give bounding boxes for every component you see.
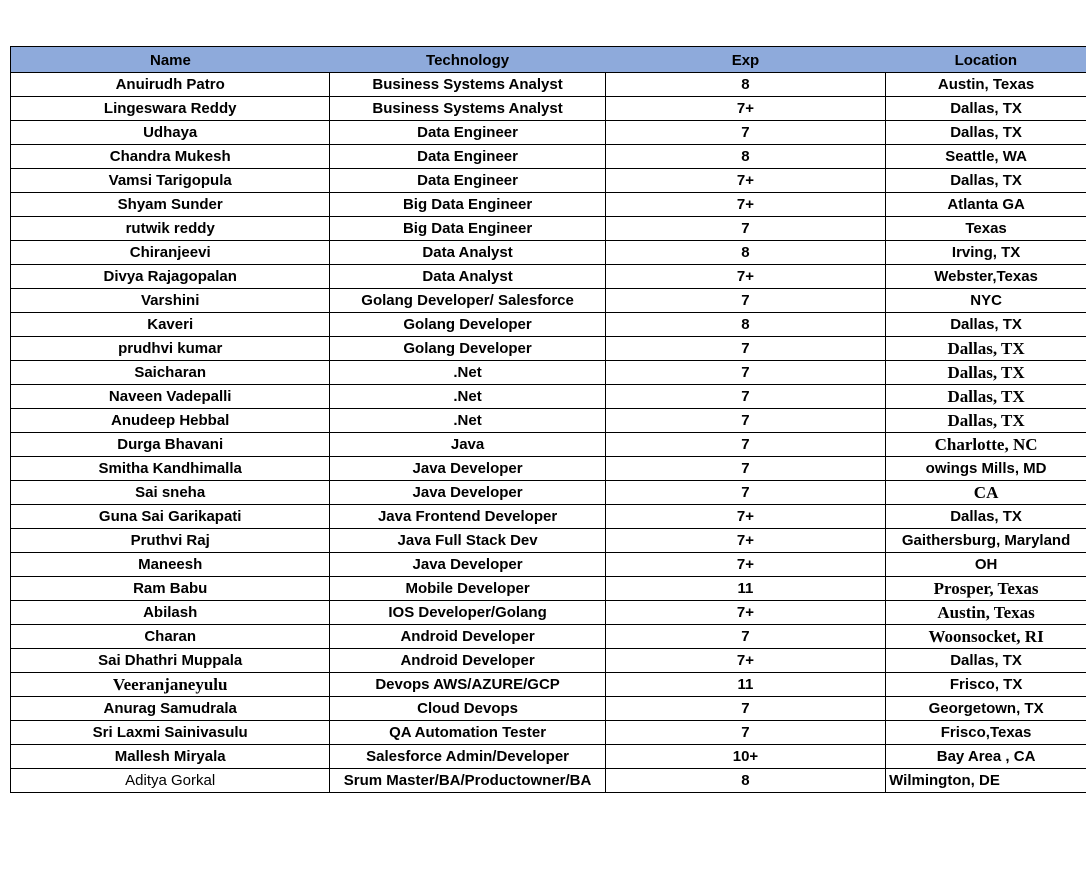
cell-name: Anurag Samudrala <box>11 697 330 721</box>
table-row <box>11 553 1086 577</box>
table-row <box>11 697 1086 721</box>
cell-technology: Data Engineer <box>330 145 605 169</box>
cell-name: Divya Rajagopalan <box>11 265 330 289</box>
cell-exp: 7 <box>605 361 885 385</box>
cell-technology: Business Systems Analyst <box>330 73 605 97</box>
cell-name: Sri Laxmi Sainivasulu <box>11 721 330 745</box>
table-row <box>11 289 1086 313</box>
cell-exp: 7 <box>605 433 885 457</box>
cell-exp: 7 <box>605 121 885 145</box>
cell-technology: Data Analyst <box>330 265 605 289</box>
table-row <box>11 121 1086 145</box>
cell-location: Gaithersburg, Maryland <box>886 529 1086 553</box>
cell-exp: 7 <box>605 337 885 361</box>
table-row <box>11 505 1086 529</box>
header-row <box>11 47 1086 73</box>
cell-technology: Data Analyst <box>330 241 605 265</box>
table-row <box>11 457 1086 481</box>
cell-location: Wilmington, DE <box>886 769 1086 793</box>
cell-name: Abilash <box>11 601 330 625</box>
cell-technology: Cloud Devops <box>330 697 605 721</box>
cell-name: Vamsi Tarigopula <box>11 169 330 193</box>
cell-exp: 7 <box>605 409 885 433</box>
cell-location: Dallas, TX <box>886 121 1086 145</box>
table-row <box>11 721 1086 745</box>
table-row <box>11 241 1086 265</box>
cell-technology: Devops AWS/AZURE/GCP <box>330 673 605 697</box>
cell-exp: 8 <box>605 73 885 97</box>
table-row <box>11 673 1086 697</box>
cell-exp: 7 <box>605 385 885 409</box>
cell-location: Frisco, TX <box>886 673 1086 697</box>
cell-technology: Data Engineer <box>330 169 605 193</box>
table-row <box>11 97 1086 121</box>
cell-technology: Java Developer <box>330 481 605 505</box>
table-row <box>11 169 1086 193</box>
cell-location: Dallas, TX <box>886 649 1086 673</box>
cell-name: Charan <box>11 625 330 649</box>
cell-technology: Java Developer <box>330 457 605 481</box>
cell-location: Charlotte, NC <box>886 433 1086 457</box>
cell-exp: 8 <box>605 241 885 265</box>
table-row <box>11 625 1086 649</box>
cell-name: Varshini <box>11 289 330 313</box>
cell-exp: 7 <box>605 217 885 241</box>
cell-exp: 7 <box>605 481 885 505</box>
cell-name: Smitha Kandhimalla <box>11 457 330 481</box>
cell-technology: .Net <box>330 409 605 433</box>
cell-location: Dallas, TX <box>886 97 1086 121</box>
cell-name: Kaveri <box>11 313 330 337</box>
cell-name: Veeranjaneyulu <box>11 673 330 697</box>
candidate-table <box>10 46 1086 793</box>
table-row <box>11 529 1086 553</box>
cell-name: Guna Sai Garikapati <box>11 505 330 529</box>
cell-location: Bay Area , CA <box>886 745 1086 769</box>
table-row <box>11 145 1086 169</box>
cell-location: Webster,Texas <box>886 265 1086 289</box>
cell-name: rutwik reddy <box>11 217 330 241</box>
cell-technology: Srum Master/BA/Productowner/BA <box>330 769 605 793</box>
cell-name: Saicharan <box>11 361 330 385</box>
cell-exp: 11 <box>605 577 885 601</box>
table-row <box>11 481 1086 505</box>
cell-location: OH <box>886 553 1086 577</box>
cell-exp: 7 <box>605 457 885 481</box>
cell-exp: 8 <box>605 769 885 793</box>
cell-name: Chiranjeevi <box>11 241 330 265</box>
table-row <box>11 193 1086 217</box>
table-row <box>11 385 1086 409</box>
cell-exp: 8 <box>605 145 885 169</box>
cell-exp: 7+ <box>605 193 885 217</box>
header-name: Name <box>11 47 330 73</box>
cell-exp: 7 <box>605 721 885 745</box>
cell-location: Frisco,Texas <box>886 721 1086 745</box>
cell-name: Durga Bhavani <box>11 433 330 457</box>
header-location: Location <box>886 47 1086 73</box>
cell-location: Irving, TX <box>886 241 1086 265</box>
cell-name: Udhaya <box>11 121 330 145</box>
cell-location: Austin, Texas <box>886 601 1086 625</box>
cell-location: Dallas, TX <box>886 313 1086 337</box>
cell-name: Pruthvi Raj <box>11 529 330 553</box>
cell-name: prudhvi kumar <box>11 337 330 361</box>
cell-name: Sai Dhathri Muppala <box>11 649 330 673</box>
cell-technology: .Net <box>330 385 605 409</box>
cell-name: Lingeswara Reddy <box>11 97 330 121</box>
cell-exp: 7+ <box>605 505 885 529</box>
cell-exp: 7 <box>605 625 885 649</box>
cell-name: Sai sneha <box>11 481 330 505</box>
cell-exp: 7 <box>605 697 885 721</box>
table-row <box>11 313 1086 337</box>
cell-exp: 7+ <box>605 553 885 577</box>
cell-technology: .Net <box>330 361 605 385</box>
cell-technology: Golang Developer <box>330 313 605 337</box>
cell-technology: Java Frontend Developer <box>330 505 605 529</box>
table-row <box>11 265 1086 289</box>
cell-technology: Android Developer <box>330 649 605 673</box>
cell-name: Aditya Gorkal <box>11 769 330 793</box>
cell-exp: 7+ <box>605 649 885 673</box>
cell-name: Maneesh <box>11 553 330 577</box>
cell-location: Dallas, TX <box>886 409 1086 433</box>
cell-exp: 10+ <box>605 745 885 769</box>
cell-location: Austin, Texas <box>886 73 1086 97</box>
cell-exp: 8 <box>605 313 885 337</box>
cell-exp: 7+ <box>605 97 885 121</box>
cell-technology: Mobile Developer <box>330 577 605 601</box>
table-row <box>11 217 1086 241</box>
cell-location: Seattle, WA <box>886 145 1086 169</box>
cell-technology: Business Systems Analyst <box>330 97 605 121</box>
table-row <box>11 745 1086 769</box>
cell-location: owings Mills, MD <box>886 457 1086 481</box>
cell-name: Anudeep Hebbal <box>11 409 330 433</box>
cell-exp: 7+ <box>605 529 885 553</box>
cell-location: Atlanta GA <box>886 193 1086 217</box>
cell-location: Prosper, Texas <box>886 577 1086 601</box>
cell-exp: 7+ <box>605 265 885 289</box>
cell-location: Dallas, TX <box>886 169 1086 193</box>
table-row <box>11 361 1086 385</box>
table-row <box>11 769 1086 793</box>
cell-technology: Java <box>330 433 605 457</box>
table-row <box>11 433 1086 457</box>
cell-exp: 7+ <box>605 601 885 625</box>
table-row <box>11 73 1086 97</box>
cell-name: Anuirudh Patro <box>11 73 330 97</box>
cell-location: NYC <box>886 289 1086 313</box>
table-row <box>11 409 1086 433</box>
table-row <box>11 577 1086 601</box>
cell-exp: 11 <box>605 673 885 697</box>
cell-technology: Golang Developer/ Salesforce <box>330 289 605 313</box>
cell-technology: Golang Developer <box>330 337 605 361</box>
header-technology: Technology <box>330 47 605 73</box>
cell-location: CA <box>886 481 1086 505</box>
cell-technology: Salesforce Admin/Developer <box>330 745 605 769</box>
cell-location: Georgetown, TX <box>886 697 1086 721</box>
cell-name: Mallesh Miryala <box>11 745 330 769</box>
cell-name: Naveen Vadepalli <box>11 385 330 409</box>
cell-name: Ram Babu <box>11 577 330 601</box>
cell-technology: Big Data Engineer <box>330 217 605 241</box>
table-row <box>11 601 1086 625</box>
cell-location: Dallas, TX <box>886 505 1086 529</box>
cell-exp: 7+ <box>605 169 885 193</box>
cell-location: Dallas, TX <box>886 385 1086 409</box>
cell-location: Woonsocket, RI <box>886 625 1086 649</box>
cell-location: Texas <box>886 217 1086 241</box>
cell-name: Chandra Mukesh <box>11 145 330 169</box>
table-row <box>11 337 1086 361</box>
table-row <box>11 649 1086 673</box>
cell-technology: Data Engineer <box>330 121 605 145</box>
cell-technology: QA Automation Tester <box>330 721 605 745</box>
cell-technology: IOS Developer/Golang <box>330 601 605 625</box>
header-exp: Exp <box>605 47 885 73</box>
cell-technology: Java Developer <box>330 553 605 577</box>
cell-technology: Java Full Stack Dev <box>330 529 605 553</box>
cell-exp: 7 <box>605 289 885 313</box>
cell-technology: Android Developer <box>330 625 605 649</box>
cell-technology: Big Data Engineer <box>330 193 605 217</box>
cell-location: Dallas, TX <box>886 361 1086 385</box>
cell-location: Dallas, TX <box>886 337 1086 361</box>
cell-name: Shyam Sunder <box>11 193 330 217</box>
